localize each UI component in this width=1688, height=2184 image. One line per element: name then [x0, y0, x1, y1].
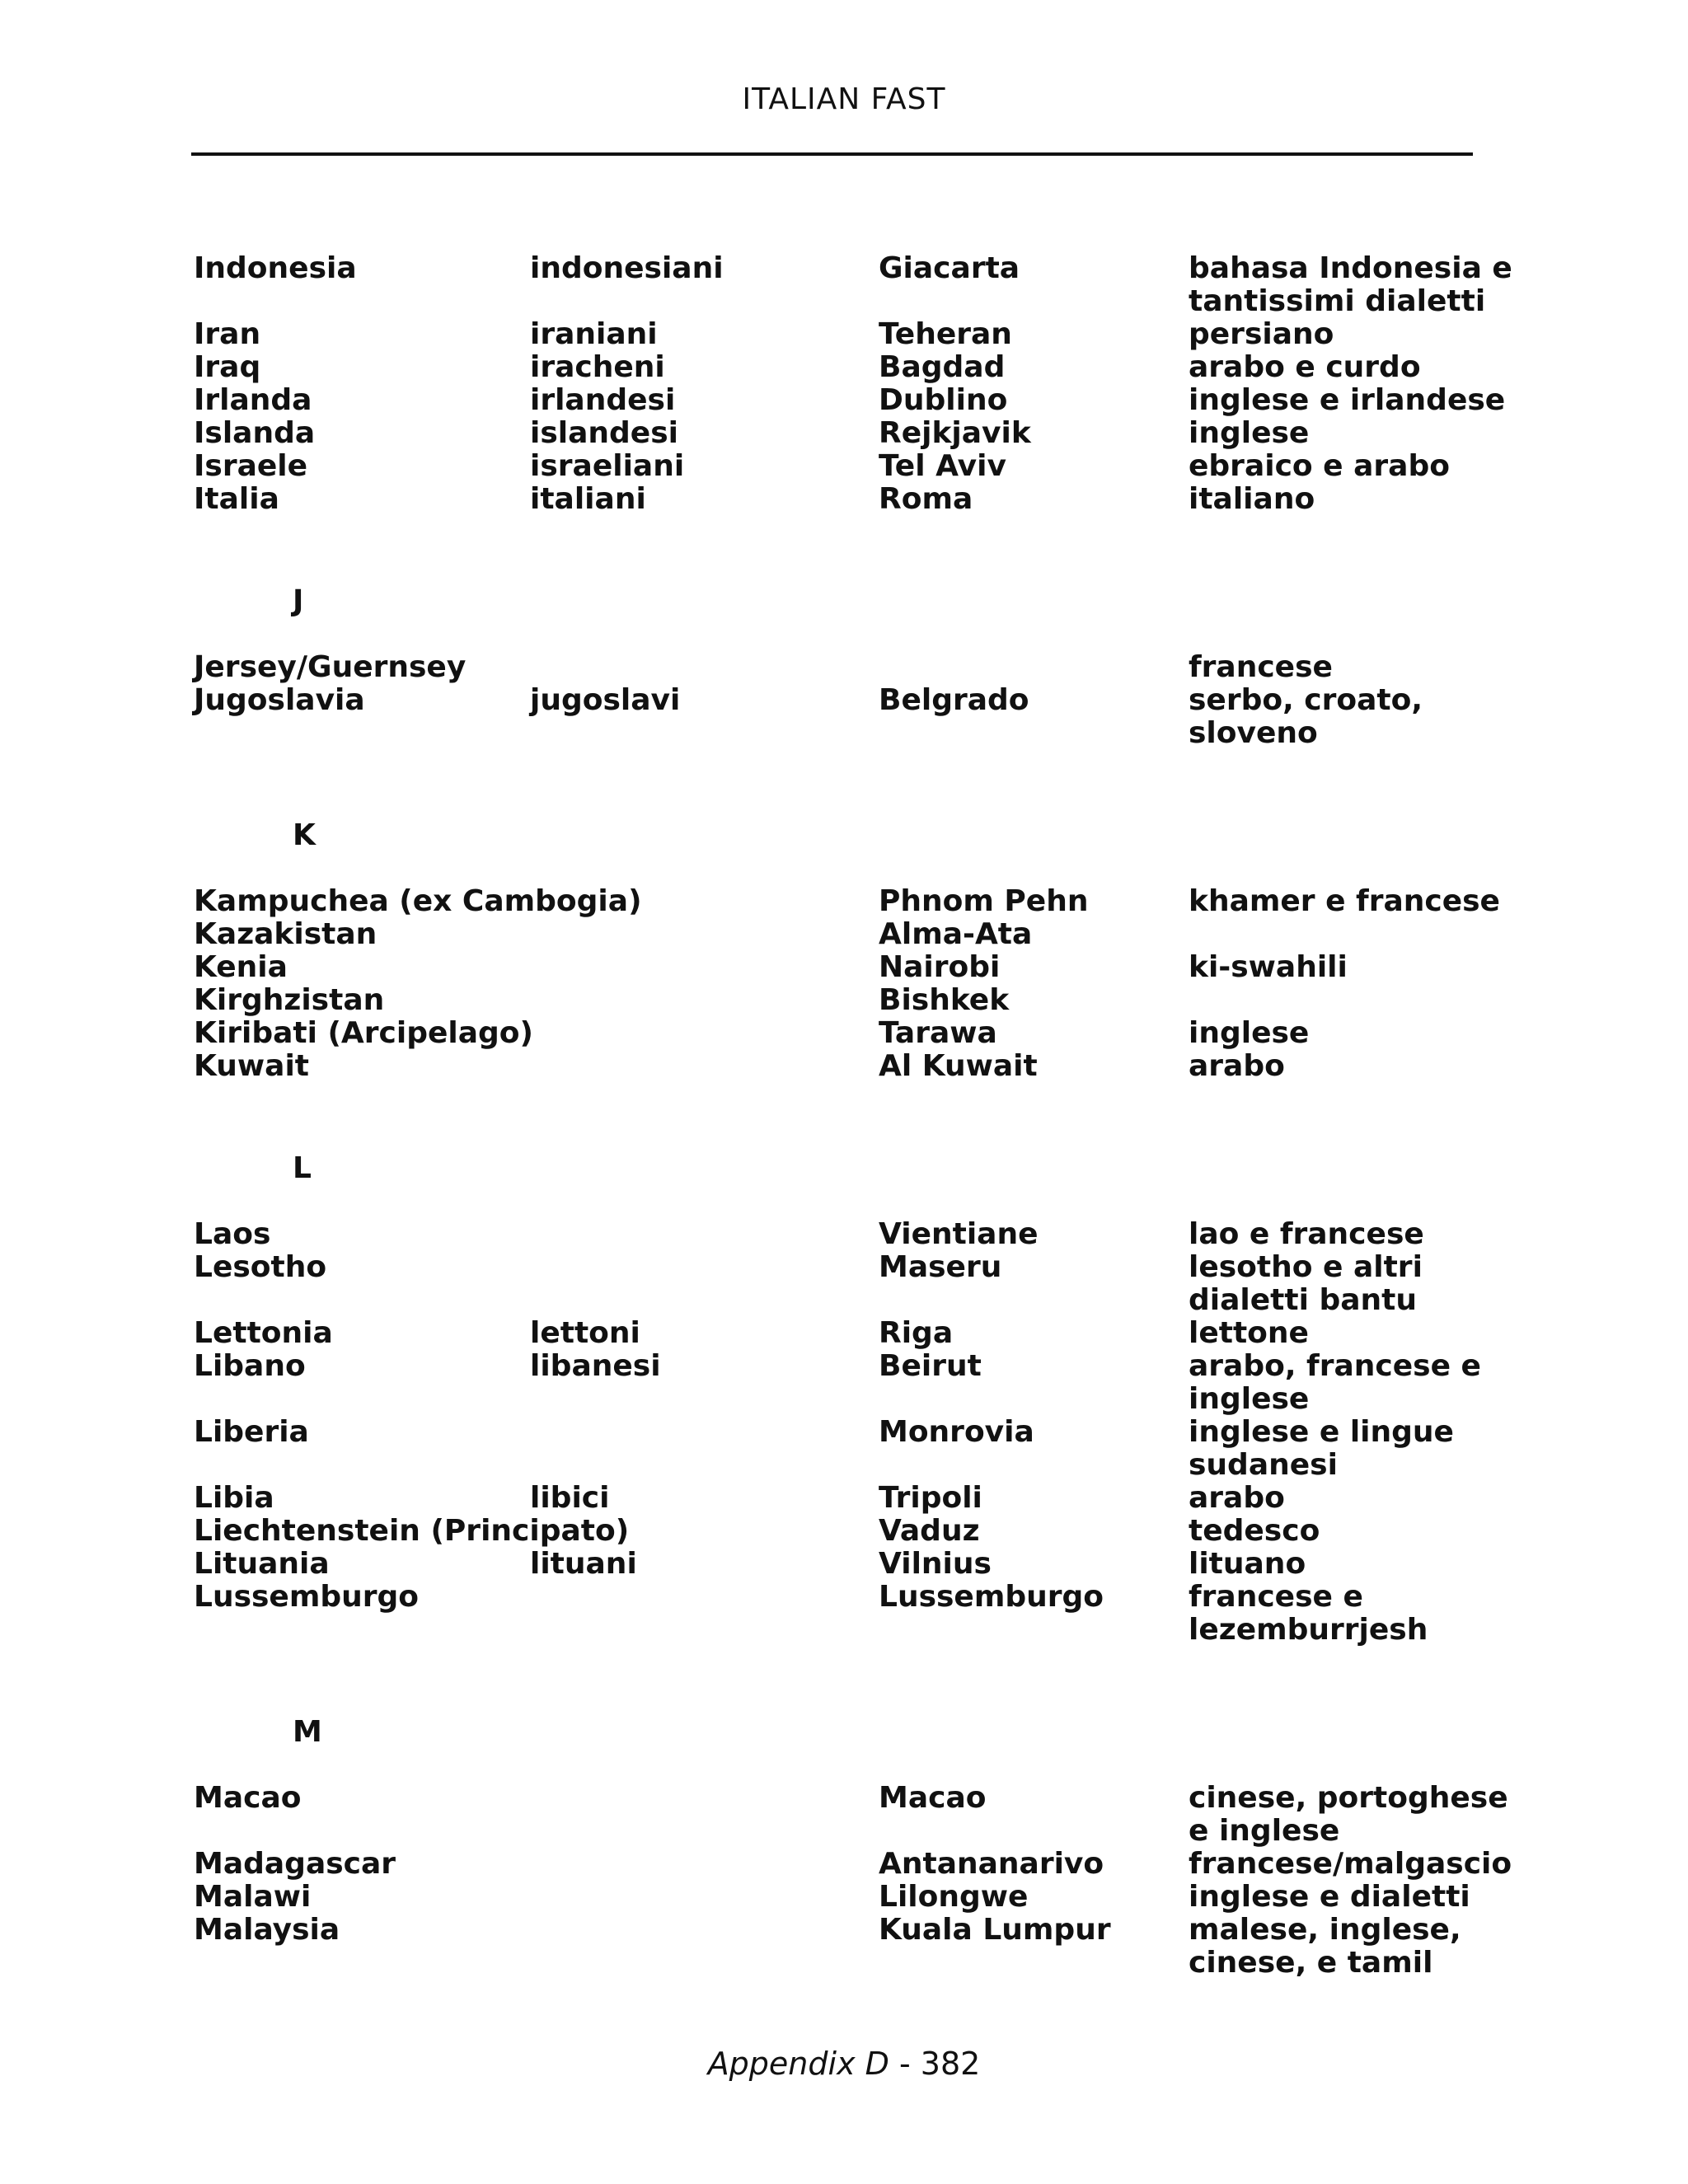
language-name: inglese e dialetti [1189, 1880, 1470, 1914]
country-name: Kirghzistan [194, 983, 385, 1017]
people-name: israeliani [530, 449, 685, 483]
language-name: ebraico e arabo [1189, 449, 1450, 483]
country-name: Madagascar [194, 1847, 396, 1881]
table-row [0, 1416, 1688, 1482]
country-name: Jersey/Guernsey [194, 650, 467, 684]
capital-name: Teheran [879, 317, 1012, 351]
capital-name: Vilnius [879, 1547, 992, 1581]
capital-name: Lilongwe [879, 1880, 1029, 1914]
capital-name: Belgrado [879, 683, 1029, 717]
header-rule [191, 152, 1473, 156]
language-name: cinese, portoghese e inglese [1189, 1781, 1508, 1848]
language-name: inglese [1189, 1016, 1310, 1050]
country-name: Macao [194, 1781, 302, 1815]
table-row [0, 1350, 1688, 1416]
capital-name: Tripoli [879, 1481, 982, 1515]
table-row [0, 1581, 1688, 1647]
language-name: malese, inglese, cinese, e tamil [1189, 1913, 1461, 1980]
people-name: islandesi [530, 416, 678, 450]
people-name: italiani [530, 482, 646, 516]
language-name: serbo, croato, sloveno [1189, 683, 1423, 750]
capital-name: Vientiane [879, 1217, 1039, 1251]
capital-name: Dublino [879, 383, 1008, 417]
capital-name: Tel Aviv [879, 449, 1006, 483]
country-name: Lesotho [194, 1250, 327, 1284]
page-number: 382 [920, 2046, 981, 2082]
table-row [0, 1251, 1688, 1317]
country-name: Kenia [194, 950, 288, 984]
language-name: italiano [1189, 482, 1315, 516]
capital-name: Al Kuwait [879, 1049, 1038, 1083]
language-name: tedesco [1189, 1514, 1320, 1548]
language-name: persiano [1189, 317, 1334, 351]
section-letter: L [293, 1151, 312, 1185]
capital-name: Phnom Pehn [879, 884, 1089, 918]
table-row [0, 483, 1688, 549]
people-name: jugoslavi [530, 683, 681, 717]
section-letter: M [293, 1715, 322, 1749]
language-name: ki-swahili [1189, 950, 1348, 984]
capital-name: Kuala Lumpur [879, 1913, 1111, 1947]
language-name: bahasa Indonesia e tantissimi dialetti [1189, 251, 1512, 318]
language-name: arabo, francese e inglese [1189, 1349, 1481, 1416]
table-row [0, 1782, 1688, 1848]
people-name: libici [530, 1481, 610, 1515]
capital-name: Maseru [879, 1250, 1002, 1284]
country-name: Kazakistan [194, 917, 377, 951]
capital-name: Monrovia [879, 1415, 1034, 1449]
language-name: arabo [1189, 1049, 1285, 1083]
table-row [0, 1050, 1688, 1116]
people-name: irlandesi [530, 383, 676, 417]
capital-name: Alma-Ata [879, 917, 1033, 951]
language-name: francese [1189, 650, 1333, 684]
people-name: iraniani [530, 317, 658, 351]
language-name: lettone [1189, 1316, 1309, 1350]
country-name: Indonesia [194, 251, 357, 285]
country-name: Libano [194, 1349, 306, 1383]
appendix-label: Appendix D [707, 2046, 889, 2082]
capital-name: Antananarivo [879, 1847, 1104, 1881]
language-name: francese/malgascio [1189, 1847, 1512, 1881]
country-name: Malaysia [194, 1913, 340, 1947]
capital-name: Macao [879, 1781, 987, 1815]
country-name: Lituania [194, 1547, 330, 1581]
language-name: khamer e francese [1189, 884, 1500, 918]
country-name: Kiribati (Arcipelago) [194, 1016, 533, 1050]
language-name: inglese [1189, 416, 1310, 450]
country-name: Malawi [194, 1880, 312, 1914]
capital-name: Bishkek [879, 983, 1010, 1017]
country-name: Israele [194, 449, 308, 483]
country-name: Irlanda [194, 383, 312, 417]
language-name: lesotho e altri dialetti bantu [1189, 1250, 1423, 1317]
language-name: inglese e irlandese [1189, 383, 1506, 417]
country-name: Iraq [194, 350, 261, 384]
capital-name: Riga [879, 1316, 954, 1350]
running-header: ITALIAN FAST [742, 82, 946, 116]
capital-name: Rejkjavik [879, 416, 1031, 450]
capital-name: Tarawa [879, 1016, 997, 1050]
country-name: Liberia [194, 1415, 309, 1449]
language-name: arabo [1189, 1481, 1285, 1515]
section-letter: K [293, 818, 316, 852]
capital-name: Lussemburgo [879, 1580, 1104, 1614]
footer-separator: - [889, 2046, 921, 2082]
language-name: francese e lezemburrjesh [1189, 1580, 1428, 1647]
capital-name: Beirut [879, 1349, 982, 1383]
capital-name: Giacarta [879, 251, 1020, 285]
country-name: Libia [194, 1481, 274, 1515]
language-name: lituano [1189, 1547, 1306, 1581]
language-name: lao e francese [1189, 1217, 1424, 1251]
country-name: Kampuchea (ex Cambogia) [194, 884, 642, 918]
table-row [0, 1914, 1688, 1980]
country-name: Kuwait [194, 1049, 309, 1083]
country-name: Islanda [194, 416, 316, 450]
country-name: Jugoslavia [194, 683, 365, 717]
capital-name: Bagdad [879, 350, 1006, 384]
capital-name: Roma [879, 482, 973, 516]
language-name: inglese e lingue sudanesi [1189, 1415, 1454, 1482]
people-name: indonesiani [530, 251, 724, 285]
capital-name: Vaduz [879, 1514, 980, 1548]
people-name: iracheni [530, 350, 665, 384]
country-name: Italia [194, 482, 279, 516]
language-name: arabo e curdo [1189, 350, 1421, 384]
country-name: Lussemburgo [194, 1580, 420, 1614]
country-name: Liechtenstein (Principato) [194, 1514, 630, 1548]
country-name: Laos [194, 1217, 271, 1251]
table-row [0, 684, 1688, 750]
section-letter: J [293, 584, 304, 618]
people-name: libanesi [530, 1349, 661, 1383]
people-name: lettoni [530, 1316, 640, 1350]
country-name: Iran [194, 317, 261, 351]
page-footer [0, 2047, 1688, 2080]
table-row [0, 252, 1688, 318]
capital-name: Nairobi [879, 950, 1001, 984]
country-name: Lettonia [194, 1316, 333, 1350]
people-name: lituani [530, 1547, 637, 1581]
